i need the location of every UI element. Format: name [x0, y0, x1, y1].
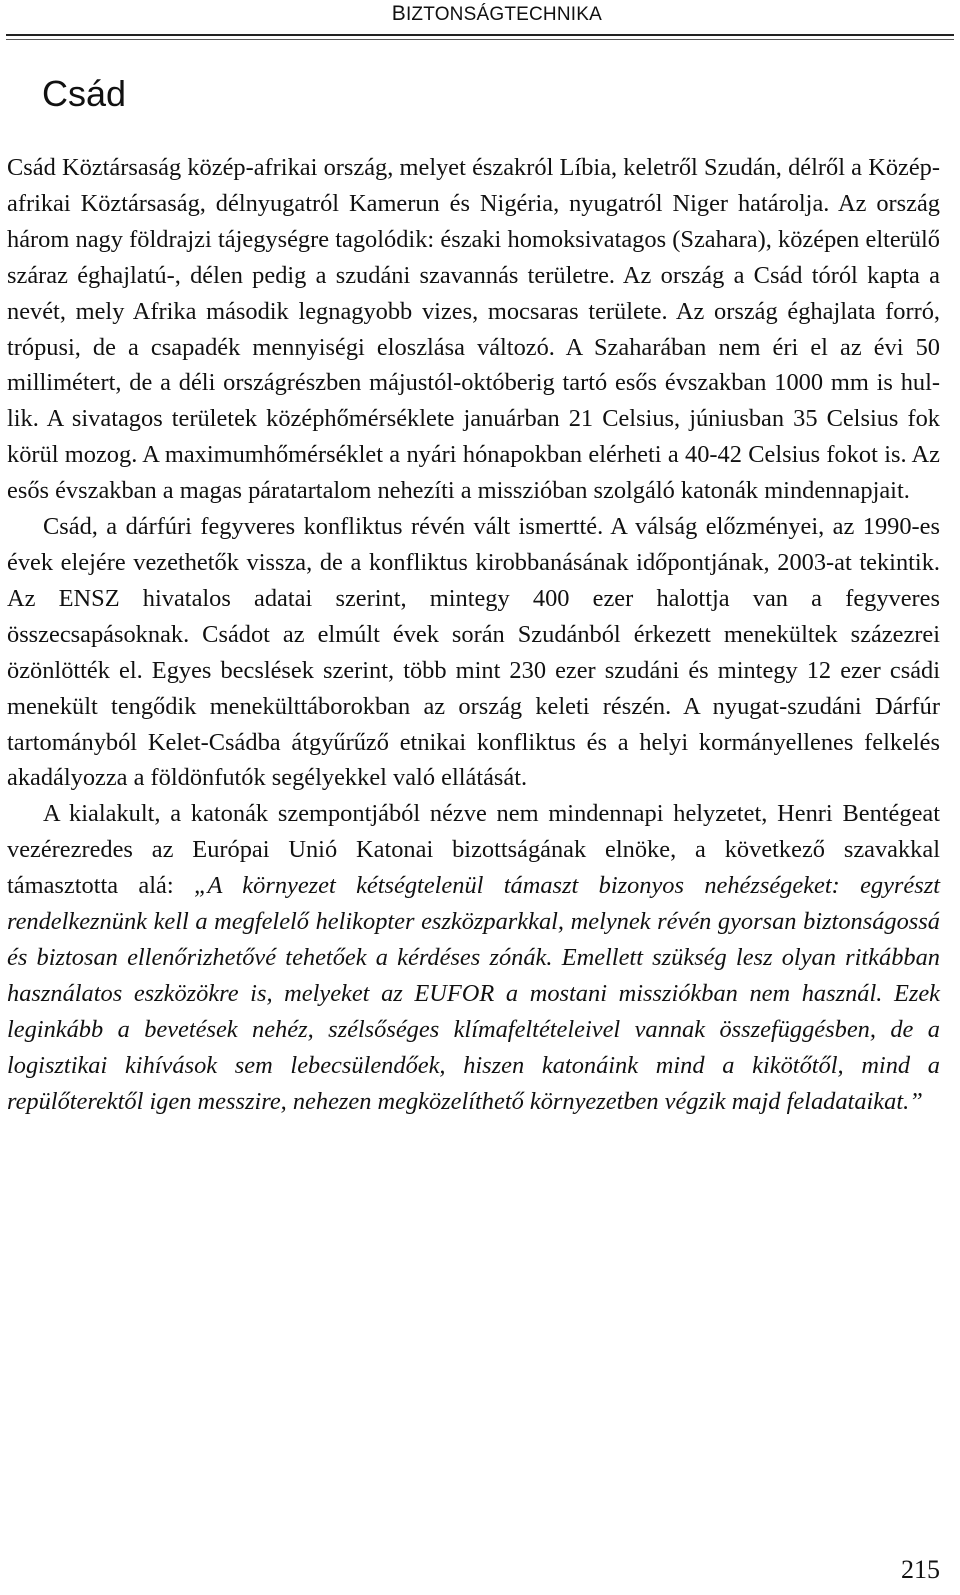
- article-body: [7, 150, 940, 1119]
- running-head-initial: B: [391, 2, 406, 25]
- section-title: Csád: [42, 73, 127, 114]
- page-number: 215: [901, 1555, 940, 1584]
- paragraph-conflict: Csád, a dárfúri fegyveres konfliktus révén vált ismertté. A válság előzményei, az 1990-es évek elejére vezethetők vissza, de a konfliktus kirobbanásának időpontjának, 2003-at tekintik. Az ENSZ hivatalos adatai szerint, mintegy 400 ezer halottja van a fegyveres összecsapásoknak. Csádot az elmúlt évek során Szudánból érkezett menekültek százezrei özönlötték el. Egyes becslések szerint, több mint 230 ezer szudáni és mintegy 12 ezer csádi menekült tengődik menekülttáborokban az ország keleti részén. A nyugat-szudáni Dárfúr tartományból Kelet-Csádba átgyűrűző etnikai konfliktus és a helyi kormányellenes felkelés akadályozza a földönfutók segélyekkel való ellátását.: [7, 513, 940, 792]
- quote-text: „A környezet kétségtelenül támaszt bizonyos nehézségeket: egyrészt rendelkeznünk kell a megfelelő helikopter eszközparkkal, melynek révén gyorsan biztonságossá és biztosan ellenőrizhetővé tehetőek a kérdéses zónák. Emellett szükség lesz olyan ritkábban használatos eszközökre is, melyeket az EUFOR a mostani missziókban nem használ. Ezek leginkább a bevetések nehéz, szélsőséges klímafeltételeivel vannak összefüggésben, de a logisztikai kihívások sem lebecsülendőek, hiszen katonáink mind a kikötőtől, mind a repülőterektől igen messzire, nehezen megközelíthető környezetben végzik majd feladataikat.”: [7, 872, 941, 1115]
- running-head: [392, 2, 602, 26]
- header-rule-thick: [6, 34, 954, 36]
- header-rule-thin: [6, 39, 954, 40]
- page-header: [0, 0, 960, 42]
- quote-lead: A kialakult, a katonák szempontjából nézve nem mindennapi helyzetet, Henri Bentégeat vezérezredes az Európai Unió Katonai bizottságának elnöke, a következő szavakkal támasztotta alá:: [7, 800, 940, 900]
- paragraph-quote: [7, 796, 940, 1119]
- running-head-rest: IZTONSÁGTECHNIKA: [405, 4, 602, 25]
- paragraph-geography: Csád Köztársaság közép-afrikai ország, melyet északról Líbia, keletről Szudán, délről a Közép-afrikai Köztársaság, délnyugatról Kamerun és Nigéria, nyugatról Niger határolja. Az ország három nagy földrajzi tájegységre tagolódik: északi homoksivatagos (Szahara), középen elterülő száraz éghajlatú-, délen pedig a szudáni szavannás területre. Az ország a Csád tóról kapta a nevét, mely Afrika második legnagyobb vizes, mocsaras területe. Az ország éghajlata forró, trópusi, de a csapadék mennyiségi eloszlása változó. A Szaharában nem éri el az évi 50 millimétert, de a déli országrészben májustól-októberig tartó esős évszakban 1000 mm is hullik. A sivatagos területek középhőmérséklete januárban 21 Celsius, júniusban 35 Celsius fok körül mozog. A maximumhőmérséklet a nyári hónapokban elérheti a 40-42 Celsius fokot is. Az esős évszakban a magas páratartalom nehezíti a misszióban szolgáló katonák mindennapjait.: [7, 154, 940, 505]
